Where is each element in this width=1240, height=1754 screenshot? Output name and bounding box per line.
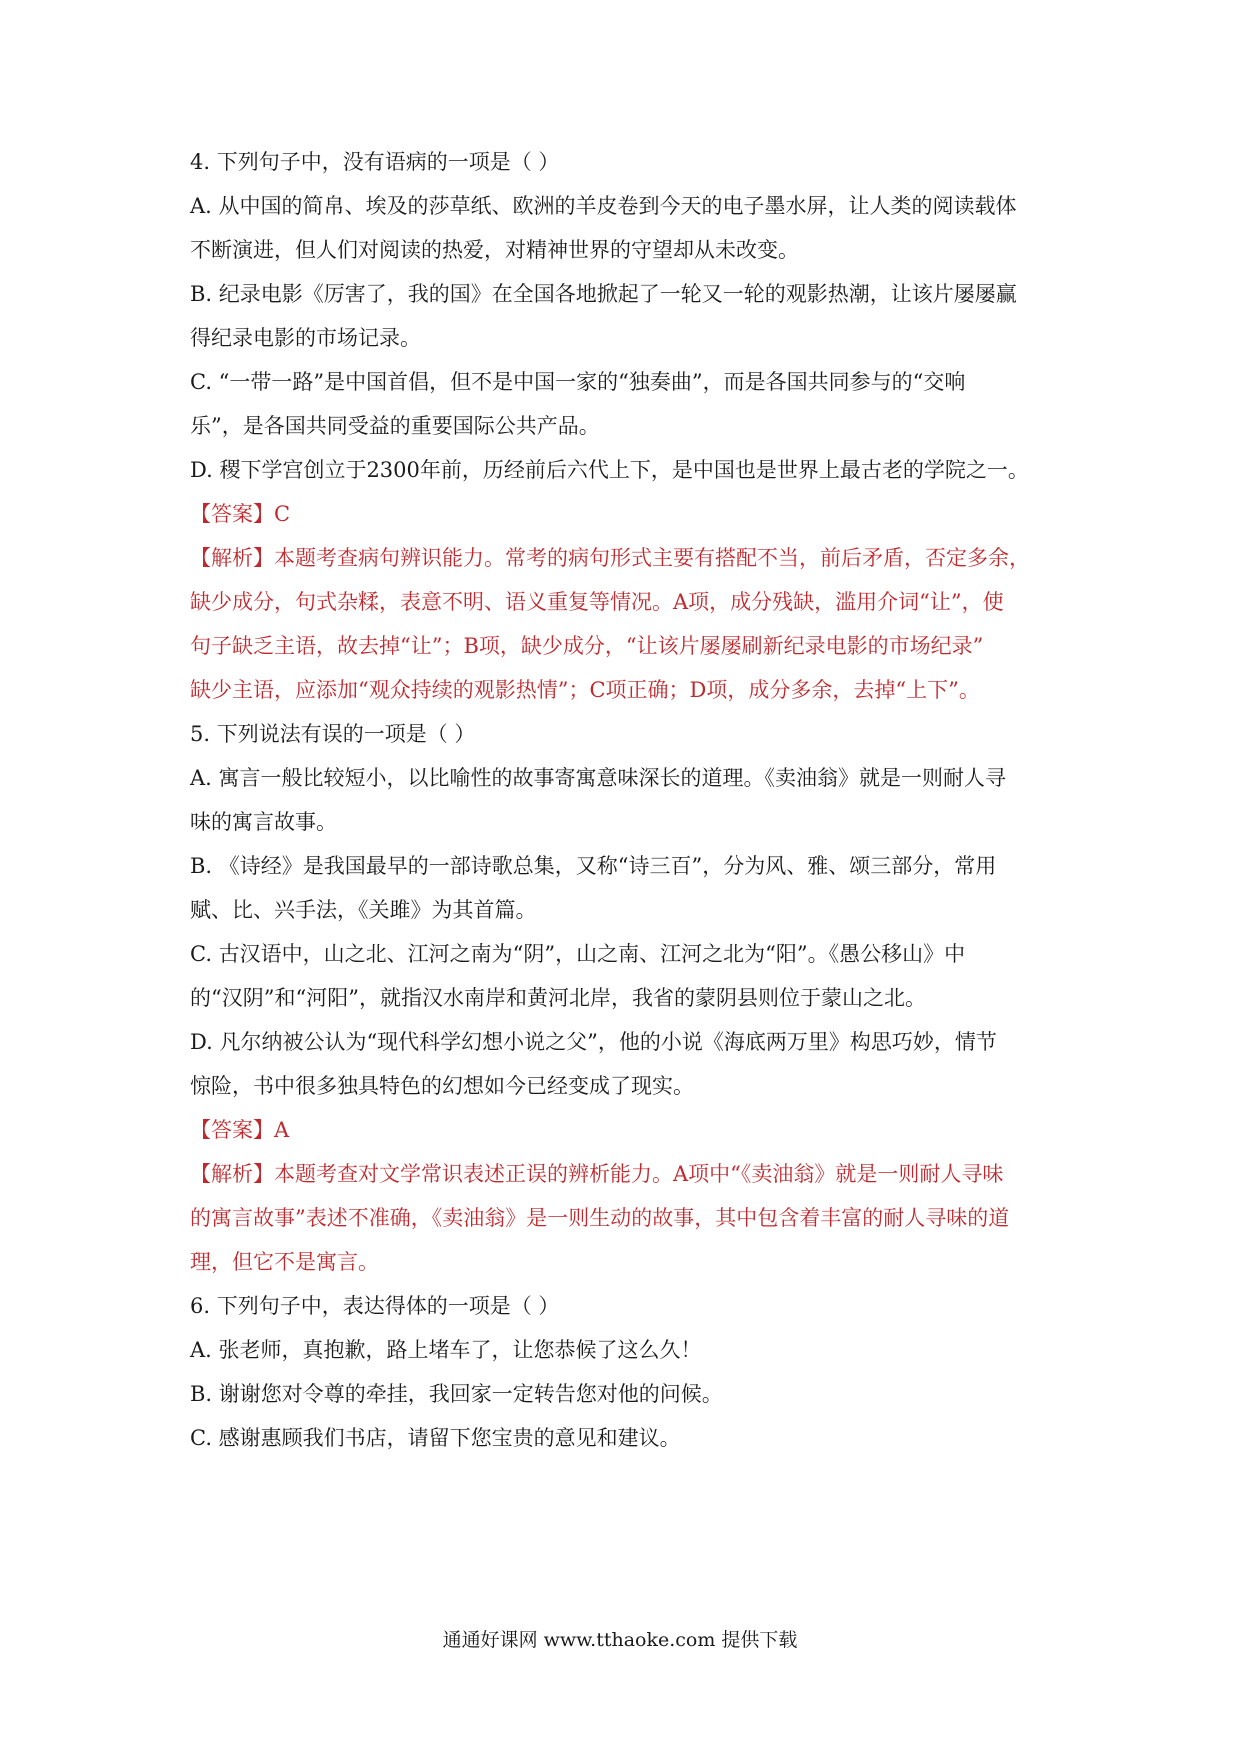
question-5-option-b: B. 《诗经》是我国最早的一部诗歌总集，又称“诗三百”，分为风、雅、颂三部分，常用 xyxy=(190,854,997,878)
question-5-option-c-cont: 的“汉阴”和“河阳”，就指汉水南岸和黄河北岸，我省的蒙阴县则位于蒙山之北。 xyxy=(190,986,926,1010)
question-4-option-c-cont: 乐”，是各国共同受益的重要国际公共产品。 xyxy=(190,414,600,438)
question-5-analysis-cont-1: 的寓言故事”表述不准确，《卖油翁》是一则生动的故事，其中包含着丰富的耐人寻味的道 xyxy=(190,1206,1010,1230)
question-5-option-a: A. 寓言一般比较短小，以比喻性的故事寄寓意味深长的道理。《卖油翁》就是一则耐人寻 xyxy=(190,766,1007,790)
question-6-option-c: C. 感谢惠顾我们书店，请留下您宝贵的意见和建议。 xyxy=(190,1426,681,1450)
question-5-analysis: 【解析】本题考查对文学常识表述正误的辨析能力。A项中“《卖油翁》就是一则耐人寻味 xyxy=(190,1162,1004,1186)
question-4-option-a: A. 从中国的简帛、埃及的莎草纸、欧洲的羊皮卷到今天的电子墨水屏，让人类的阅读载体 xyxy=(190,194,1017,218)
question-4-answer: 【答案】C xyxy=(190,502,291,526)
question-6-option-b: B. 谢谢您对令尊的牵挂，我回家一定转告您对他的问候。 xyxy=(190,1382,723,1406)
question-4-option-b-cont: 得纪录电影的市场记录。 xyxy=(190,326,421,350)
question-5-option-d-cont: 惊险，书中很多独具特色的幻想如今已经变成了现实。 xyxy=(190,1074,694,1098)
question-4-option-b: B. 纪录电影《厉害了，我的国》在全国各地掀起了一轮又一轮的观影热潮，让该片屡屡赢 xyxy=(190,282,1017,306)
question-5-option-d: D. 凡尔纳被公认为“现代科学幻想小说之父”，他的小说《海底两万里》构思巧妙，情节 xyxy=(190,1030,997,1054)
question-5-option-a-cont: 味的寓言故事。 xyxy=(190,810,337,834)
page-footer: 通通好课网 www.tthaoke.com 提供下载 xyxy=(442,1629,798,1651)
question-4-analysis-cont-2: 句子缺乏主语，故去掉“让”；B项，缺少成分，“让该片屡屡刷新纪录电影的市场纪录” xyxy=(190,634,984,658)
question-4-option-d: D. 稷下学宫创立于2300年前，历经前后六代上下，是中国也是世界上最古老的学院之一。 xyxy=(190,458,1029,482)
question-4-analysis-cont-1: 缺少成分，句式杂糅，表意不明、语义重复等情况。A项，成分残缺，滥用介词“让”，使 xyxy=(190,590,1004,614)
question-4-stem: 4. 下列句子中，没有语病的一项是（ ） xyxy=(190,150,560,174)
question-6-option-a: A. 张老师，真抱歉，路上堵车了，让您恭候了这么久！ xyxy=(190,1338,702,1362)
question-5-option-b-cont: 赋、比、兴手法，《关雎》为其首篇。 xyxy=(190,898,537,922)
question-5-answer: 【答案】A xyxy=(190,1118,290,1142)
question-6-stem: 6. 下列句子中，表达得体的一项是（ ） xyxy=(190,1294,560,1318)
question-5-option-c: C. 古汉语中，山之北、江河之南为“阴”，山之南、江河之北为“阳”。《愚公移山》中 xyxy=(190,942,966,966)
question-4-option-a-cont: 不断演进，但人们对阅读的热爱，对精神世界的守望却从未改变。 xyxy=(190,238,799,262)
question-4-analysis-cont-3: 缺少主语，应添加“观众持续的观影热情”；C项正确；D项，成分多余，去掉“上下”。 xyxy=(190,678,980,702)
question-4-analysis: 【解析】本题考查病句辨识能力。常考的病句形式主要有搭配不当，前后矛盾，否定多余， xyxy=(190,546,1030,570)
question-4-option-c: C. “一带一路”是中国首倡，但不是中国一家的“独奏曲”，而是各国共同参与的“交响 xyxy=(190,370,966,394)
question-5-stem: 5. 下列说法有误的一项是（ ） xyxy=(190,722,476,746)
question-5-analysis-cont-2: 理，但它不是寓言。 xyxy=(190,1250,379,1274)
